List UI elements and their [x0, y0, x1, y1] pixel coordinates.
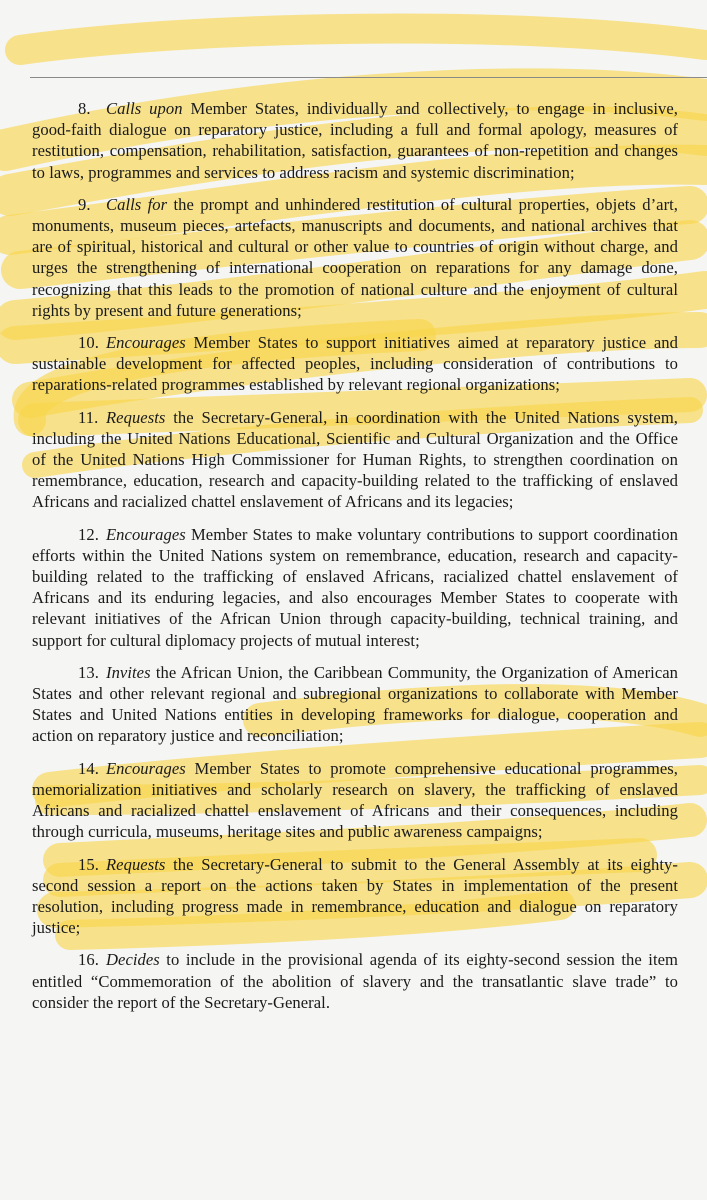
paragraph-15 — [32, 854, 678, 939]
operative-verb: Encourages — [106, 524, 186, 544]
paragraph-text: Member States to support initiatives aimed at reparatory justice and sustainable development for affected peoples, including consideration of contributions to reparations-related programmes established by relevant regional organizations; — [32, 333, 678, 395]
paragraph-number: 8. — [78, 99, 91, 118]
paragraph-text: the Secretary-General, in coordination with the United Nations system, including the United Nations Educational, Scientific and Cultural Organization and the Office of the United Nations High Commissioner for Human Rights, to strengthen coordination on remembrance, education, research and capacity-building related to the trafficking of enslaved Africans and racialized chattel enslavement of Africans and its legacies; — [32, 407, 678, 512]
paragraph-number: 13. — [78, 662, 99, 682]
paragraph-text: the Secretary-General to submit to the General Assembly at its eighty-second session a report on the actions taken by States in implementation of the present resolution, including progress made in remembrance, education and dialogue on reparatory justice; — [32, 854, 678, 938]
paragraph-10 — [32, 332, 678, 396]
page-top-rule — [30, 77, 707, 78]
paragraph-8 — [32, 98, 678, 183]
operative-verb: Requests — [106, 407, 166, 427]
paragraph-number: 10. — [78, 333, 99, 353]
operative-verb: Calls upon — [106, 99, 183, 118]
paragraph-13 — [32, 662, 678, 747]
paragraph-text: the prompt and unhindered restitution of cultural properties, objets d’art, monuments, museum pieces, artefacts, manuscripts and documents, and national archives that are of spiritual, historical and cultural or other value to countries of origin without charge, and urges the strengthening of international cooperation on reparations for any damage done, recognizing that this leads to the promotion of national culture and the enjoyment of cultural rights by present and future generations; — [32, 194, 679, 320]
paragraph-14 — [32, 758, 678, 843]
paragraph-text: Member States to make voluntary contributions to support coordination efforts within the United Nations system on remembrance, education, research and capacity-building related to the trafficking of enslaved Africans, racialized chattel enslavement of Africans and its enduring legacies, and also encourages Member States to cooperate with relevant initiatives of the African Union through capacity-building, technical training, and support for cultural diplomacy projects of mutual interest; — [32, 524, 678, 650]
paragraph-text: Member States to promote comprehensive educational programmes, memorialization initiatives and scholarly research on slavery, the trafficking of enslaved Africans and racialized chattel enslavement of Africans and their consequences, including through curricula, museums, heritage sites and public awareness campaigns; — [32, 758, 678, 842]
paragraph-11 — [32, 407, 678, 513]
paragraph-9 — [32, 194, 678, 321]
paragraph-number: 12. — [78, 524, 99, 544]
paragraph-text: the African Union, the Caribbean Community, the Organization of American States and other relevant regional and subregional organizations to collaborate with Member States and United Nations entities in developing frameworks for dialogue, cooperation and action on reparatory justice and reconciliation; — [32, 662, 678, 746]
operative-verb: Requests — [106, 854, 166, 874]
operative-verb: Decides — [106, 950, 160, 970]
paragraph-number: 14. — [78, 758, 99, 778]
paragraph-12 — [32, 524, 678, 651]
paragraph-number: 15. — [78, 854, 99, 874]
operative-verb: Encourages — [106, 333, 186, 353]
operative-verb: Calls for — [106, 194, 168, 214]
paragraph-number: 16. — [78, 950, 99, 970]
paragraph-number: 11. — [78, 407, 99, 427]
paragraph-text: Member States, individually and collectively, to engage in inclusive, good-faith dialogue on reparatory justice, including a full and formal apology, measures of restitution, compensation, rehabilitation, satisfaction, guarantees of non-repetition and changes to laws, programmes and services to address racism and systemic discrimination; — [32, 99, 678, 182]
paragraph-16 — [32, 949, 678, 1013]
paragraph-text: to include in the provisional agenda of its eighty-second session the item entitled “Commemoration of the abolition of slavery and the transatlantic slave trade” to consider the report of the Secretary-General. — [32, 950, 678, 1012]
resolution-text — [32, 98, 678, 1024]
paragraph-number: 9. — [78, 194, 91, 214]
operative-verb: Invites — [106, 662, 151, 682]
operative-verb: Encourages — [106, 758, 186, 778]
